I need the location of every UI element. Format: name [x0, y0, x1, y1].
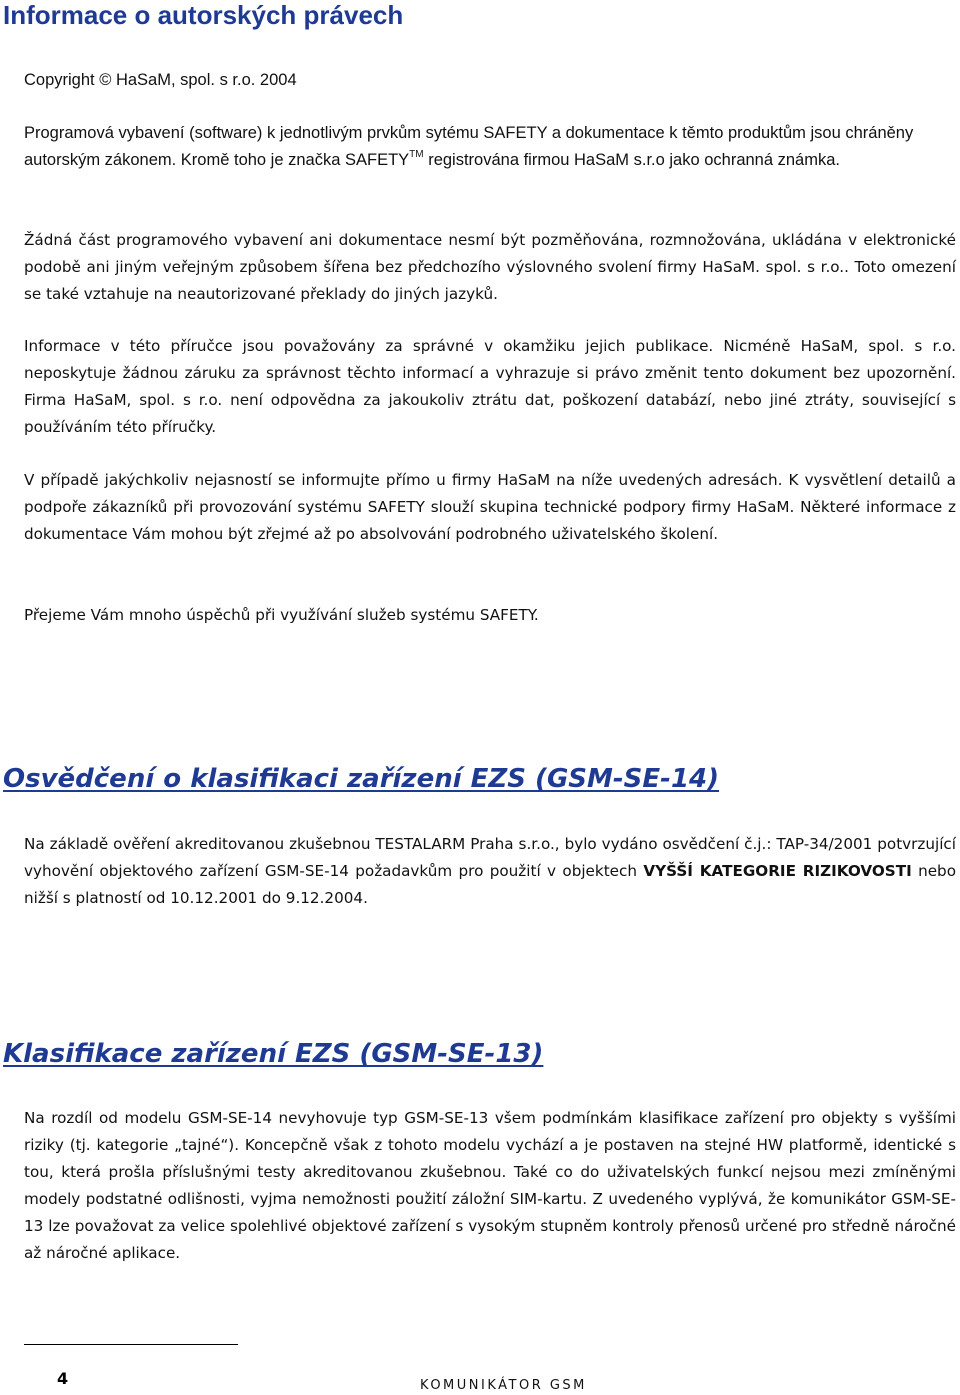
classification-paragraph: Na rozdíl od modelu GSM-SE-14 nevyhovuje typ GSM-SE-13 všem podmínkám klasifikace zařízení pro objekty s vyššími riziky (tj. kategorie „tajné“). Koncepčně však z tohoto modelu vychází a je postaven na stejné HW platformě, identické s tou, která prošla příslušnými testy akreditovanou zkušebnou. Také co do uživatelských funkcí nejsou mezi zmíněnými modely podstatné odlišnosti, vyjma nemožnosti použití záložní SIM-kartu. Z uvedeného vyplývá, že komunikátor GSM-SE-13 lze považovat za velice spolehlivé objektové zařízení s vysokým stupněm kontroly přenosů určené pro středně náročné až náročné aplikace. — [24, 1109, 956, 1262]
software-protection-text-b: registrována firmou HaSaM s.r.o jako ochranná známka. — [423, 151, 840, 169]
certification-text-a: Na základě ověření akreditovanou zkušebnou TESTALARM Praha s.r.o., bylo vydáno osvědčení č.j.: TAP-34/2001 potvrzující vyhovění objektového zařízení GSM-SE-14 požadavkům pro použití v objektech — [24, 835, 956, 880]
classification-heading: Klasifikace zařízení EZS (GSM-SE-13) — [3, 1039, 544, 1069]
risk-category-bold: VYŠŠÍ KATEGORIE RIZIKOVOSTI — [643, 862, 912, 880]
software-protection-paragraph — [24, 120, 956, 174]
support-paragraph: V případě jakýchkoliv nejasností se informujte přímo u firmy HaSaM na níže uvedených adresách. K vysvětlení detailů a podpoře zákazníků při provozování systému SAFETY slouží skupina technické podpory firmy HaSaM. Některé informace z dokumentace Vám mohou být zřejmé až po absolvování podrobného uživatelského školení. — [24, 471, 956, 543]
certification-paragraph — [24, 831, 956, 912]
closing-paragraph: Přejeme Vám mnoho úspěchů při využívání služeb systému SAFETY. — [24, 606, 539, 624]
certification-heading: Osvědčení o klasifikaci zařízení EZS (GSM-SE-14) — [3, 764, 720, 794]
footer-divider — [24, 1344, 238, 1345]
disclaimer-paragraph: Informace v této příručce jsou považovány za správné v okamžiku jejich publikace. Nicméně HaSaM, spol. s r.o. neposkytuje žádnou záruku za správnost těchto informací a vyhrazuje si právo změnit tento dokument bez upozornění. Firma HaSaM, spol. s r.o. není odpovědna za jakoukoliv ztrátu dat, poškození databází, nebo jiné ztráty, související s používáním této příručky. — [24, 337, 956, 436]
page-number: 4 — [57, 1369, 69, 1388]
software-protection-text-a: Programová vybavení (software) k jednotlivým prvkům sytému SAFETY a dokumentace k těmto produktům jsou chráněny autorským zákonem. Kromě toho je značka SAFETY — [24, 124, 914, 169]
trademark-sup: TM — [409, 149, 424, 160]
copyright-line: Copyright © HaSaM, spol. s r.o. 2004 — [24, 71, 297, 89]
reproduction-restriction-paragraph: Žádná část programového vybavení ani dokumentace nesmí být pozměňována, rozmnožována, ukládána v elektronické podobě ani jiným veřejným způsobem šířena bez předchozího výslovného svolení firmy HaSaM. spol. s r.o.. Toto omezení se také vztahuje na neautorizované překlady do jiných jazyků. — [24, 231, 956, 303]
copyright-heading: Informace o autorských právech — [3, 0, 404, 30]
footer-product-name: KOMUNIKÁTOR GSM — [420, 1378, 587, 1393]
certification-text-b: nebo nižší s platností od 10.12.2001 do 9.12.2004. — [24, 862, 956, 907]
